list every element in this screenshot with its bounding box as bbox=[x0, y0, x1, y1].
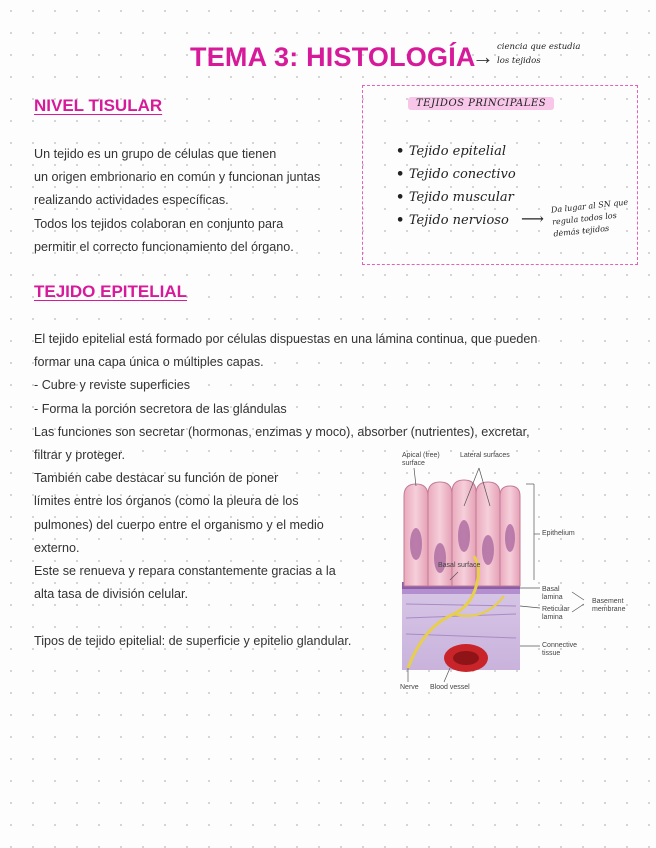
arrow-icon: → bbox=[472, 44, 494, 69]
label-basement-membrane: Basement membrane bbox=[592, 598, 626, 613]
label-nerve: Nerve bbox=[400, 684, 419, 691]
text-line: alta tasa de división celular. bbox=[34, 587, 189, 602]
text-line: - Cubre y reviste superficies bbox=[34, 378, 191, 393]
text-line: - Forma la porción secretora de las glándulas bbox=[34, 401, 287, 416]
label-lateral-surfaces: Lateral surfaces bbox=[460, 452, 510, 459]
label-basal-surface: Basal surface bbox=[438, 562, 481, 569]
list-item: • Tejido nervioso bbox=[396, 209, 516, 232]
label-blood-vessel: Blood vessel bbox=[430, 684, 470, 691]
note-line: ciencia que estudia bbox=[497, 42, 581, 52]
label-apical-surface: Apical (free) surface bbox=[402, 452, 440, 467]
list-item: • Tejido conectivo bbox=[396, 163, 516, 186]
list-item: • Tejido muscular bbox=[396, 186, 516, 209]
text-line: Este se renueva y repara constantemente gracias a la bbox=[34, 564, 336, 579]
text-line: permitir el correcto funcionamiento del órgano. bbox=[34, 239, 294, 254]
text-line: filtrar y proteger. bbox=[34, 448, 125, 463]
epithelium-illustration bbox=[394, 446, 644, 696]
text-line: externo. bbox=[34, 540, 80, 555]
text-line: formar una capa única o múltiples capas. bbox=[34, 355, 264, 370]
section1-paragraph bbox=[34, 143, 320, 259]
label-connective-tissue: Connective tissue bbox=[542, 642, 578, 657]
text-line: Todos los tejidos colaboran en conjunto para bbox=[34, 216, 284, 231]
text-line: Las funciones son secretar (hormonas, enzimas y moco), absorber (nutrientes), excretar, bbox=[34, 424, 530, 439]
label-epithelium: Epithelium bbox=[542, 530, 575, 537]
nervioso-side-note: Da lugar al SN que regula todos los demás tejidos bbox=[550, 197, 629, 239]
label-basal-lamina: Basal lamina bbox=[542, 586, 563, 601]
note-line: los tejidos bbox=[497, 56, 541, 66]
title-handwritten-note bbox=[497, 40, 607, 68]
tejidos-list bbox=[396, 140, 516, 232]
label-reticular-lamina: Reticular lamina bbox=[542, 606, 570, 621]
text-line: realizando actividades específicas. bbox=[34, 193, 229, 208]
epithelium-figure bbox=[394, 446, 644, 696]
text-line: El tejido epitelial está formado por células dispuestas en una lámina continua, que pueden bbox=[34, 332, 538, 346]
text-line: También cabe destacar su función de poner bbox=[34, 471, 279, 486]
text-line: pulmones) del cuerpo entre el organismo y el medio bbox=[34, 517, 324, 532]
text-line: un origen embrionario en común y funcionan juntas bbox=[34, 170, 321, 185]
text-line: Tipos de tejido epitelial: de superficie y epitelio glandular. bbox=[34, 633, 352, 648]
text-line: límites entre los órganos (como la pleura de los bbox=[34, 494, 299, 509]
section-heading-nivel-tisular: NIVEL TISULAR bbox=[34, 96, 163, 115]
section-heading-tejido-epitelial: TEJIDO EPITELIAL bbox=[34, 282, 188, 301]
box-title: TEJIDOS PRINCIPALES bbox=[408, 97, 554, 110]
list-item: • Tejido epitelial bbox=[396, 140, 516, 163]
page-title: TEMA 3: HISTOLOGÍA bbox=[190, 42, 476, 72]
side-arrow-icon: ⟶ bbox=[521, 209, 544, 228]
text-line: Un tejido es un grupo de células que tienen bbox=[34, 147, 277, 161]
